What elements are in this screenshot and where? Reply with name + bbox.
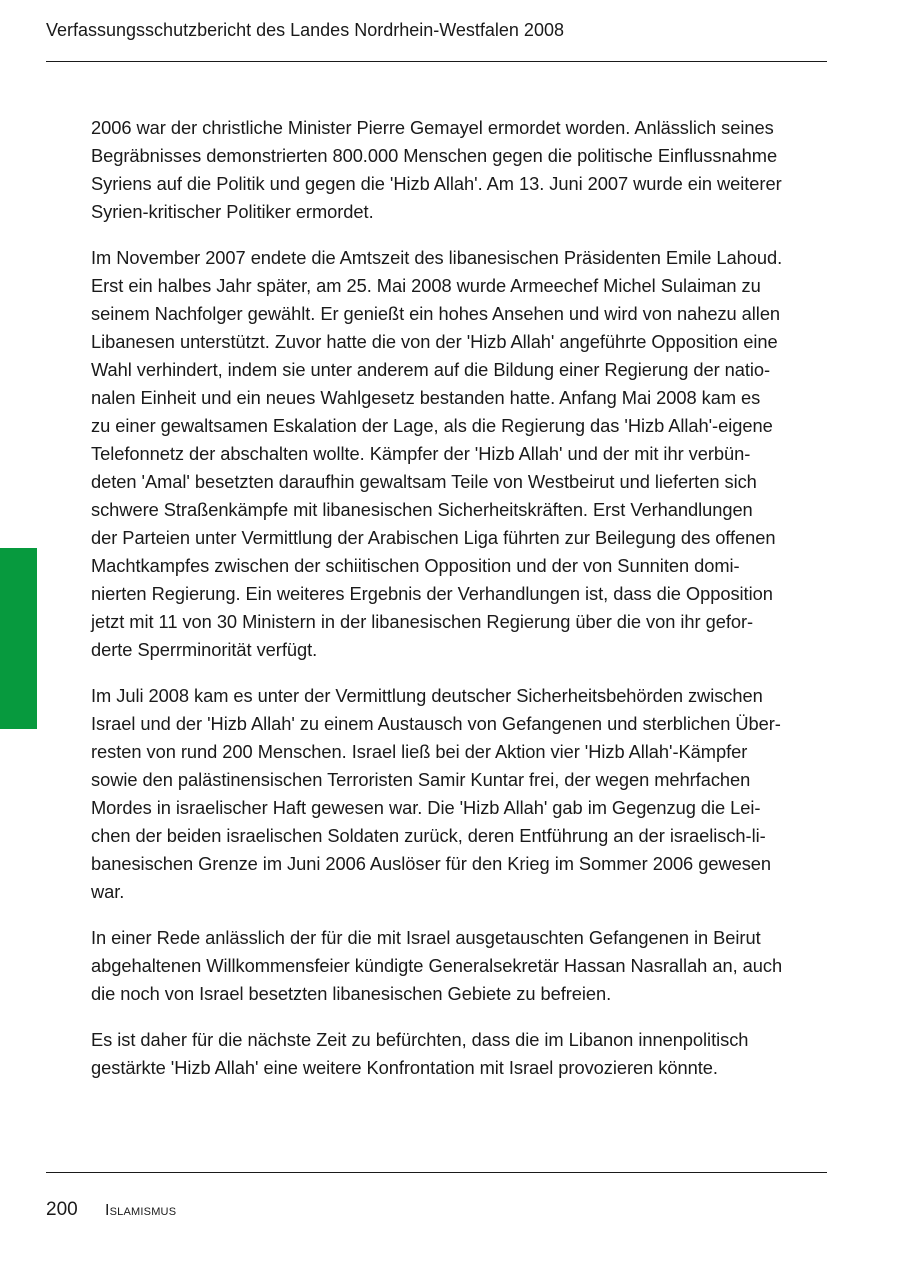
section-title: Islamismus — [105, 1202, 177, 1219]
header-divider — [46, 61, 827, 62]
text-line: Es ist daher für die nächste Zeit zu befürchten, dass die im Libanon innenpolitisch — [91, 1029, 749, 1050]
text-line: Im Juli 2008 kam es unter der Vermittlung deutscher Sicherheitsbehörden zwischen — [91, 685, 763, 706]
text-line: Mordes in israelischer Haft gewesen war. Die 'Hizb Allah' gab im Gegenzug die Lei- — [91, 797, 761, 818]
text-line: Syrien-kritischer Politiker ermordet. — [91, 201, 374, 222]
text-line: gestärkte 'Hizb Allah' eine weitere Konfrontation mit Israel provozieren könnte. — [91, 1057, 718, 1078]
chapter-marker-tab — [0, 548, 37, 729]
text-line: abgehaltenen Willkommensfeier kündigte Generalsekretär Hassan Nasrallah an, auch — [91, 955, 783, 976]
text-line: Erst ein halbes Jahr später, am 25. Mai 2008 wurde Armeechef Michel Sulaiman zu — [91, 275, 761, 296]
paragraph-5 — [91, 1026, 829, 1082]
text-line: Syriens auf die Politik und gegen die 'Hizb Allah'. Am 13. Juni 2007 wurde ein weiterer — [91, 173, 782, 194]
body-text — [91, 114, 829, 1100]
text-line: derte Sperrminorität verfügt. — [91, 639, 318, 660]
text-line: jetzt mit 11 von 30 Ministern in der libanesischen Regierung über die von ihr gefor- — [91, 611, 754, 632]
text-line: 2006 war der christliche Minister Pierre Gemayel ermordet worden. Anlässlich seines — [91, 117, 774, 138]
paragraph-4 — [91, 924, 829, 1008]
text-line: zu einer gewaltsamen Eskalation der Lage, als die Regierung das 'Hizb Allah'-eigene — [91, 415, 773, 436]
text-line: schwere Straßenkämpfe mit libanesischen Sicherheitskräften. Erst Verhandlungen — [91, 499, 753, 520]
page-number: 200 — [46, 1199, 78, 1220]
text-line: seinem Nachfolger gewählt. Er genießt ein hohes Ansehen und wird von nahezu allen — [91, 303, 781, 324]
paragraph-1 — [91, 114, 829, 226]
paragraph-3 — [91, 682, 829, 906]
text-line: nierten Regierung. Ein weiteres Ergebnis der Verhandlungen ist, dass die Opposition — [91, 583, 773, 604]
text-line: der Parteien unter Vermittlung der Arabischen Liga führten zur Beilegung des offenen — [91, 527, 776, 548]
text-line: die noch von Israel besetzten libanesischen Gebiete zu befreien. — [91, 983, 612, 1004]
text-line: sowie den palästinensischen Terroristen Samir Kuntar frei, der wegen mehrfachen — [91, 769, 751, 790]
text-line: Wahl verhindert, indem sie unter anderem auf die Bildung einer Regierung der natio- — [91, 359, 771, 380]
text-line: Begräbnisses demonstrierten 800.000 Menschen gegen die politische Einflussnahme — [91, 145, 778, 166]
text-line: chen der beiden israelischen Soldaten zurück, deren Entführung an der israelisch-li- — [91, 825, 766, 846]
text-line: Libanesen unterstützt. Zuvor hatte die von der 'Hizb Allah' angeführte Opposition eine — [91, 331, 778, 352]
text-line: Israel und der 'Hizb Allah' zu einem Austausch von Gefangenen und sterblichen Über- — [91, 713, 781, 734]
document-title: Verfassungsschutzbericht des Landes Nordrhein-Westfalen 2008 — [46, 20, 564, 40]
text-line: banesischen Grenze im Juni 2006 Auslöser für den Krieg im Sommer 2006 gewesen — [91, 853, 772, 874]
text-line: Machtkampfes zwischen der schiitischen Opposition und der von Sunniten domi- — [91, 555, 740, 576]
footer-divider — [46, 1172, 827, 1173]
text-line: deten 'Amal' besetzten daraufhin gewaltsam Teile von Westbeirut und lieferten sich — [91, 471, 757, 492]
text-line: Im November 2007 endete die Amtszeit des libanesischen Präsidenten Emile Lahoud. — [91, 247, 783, 268]
text-line: resten von rund 200 Menschen. Israel ließ bei der Aktion vier 'Hizb Allah'-Kämpfer — [91, 741, 748, 762]
text-line: war. — [91, 881, 125, 902]
text-line: Telefonnetz der abschalten wollte. Kämpfer der 'Hizb Allah' und der mit ihr verbün- — [91, 443, 751, 464]
text-line: In einer Rede anlässlich der für die mit Israel ausgetauschten Gefangenen in Beirut — [91, 927, 761, 948]
text-line: nalen Einheit und ein neues Wahlgesetz bestanden hatte. Anfang Mai 2008 kam es — [91, 387, 761, 408]
paragraph-2 — [91, 244, 829, 664]
